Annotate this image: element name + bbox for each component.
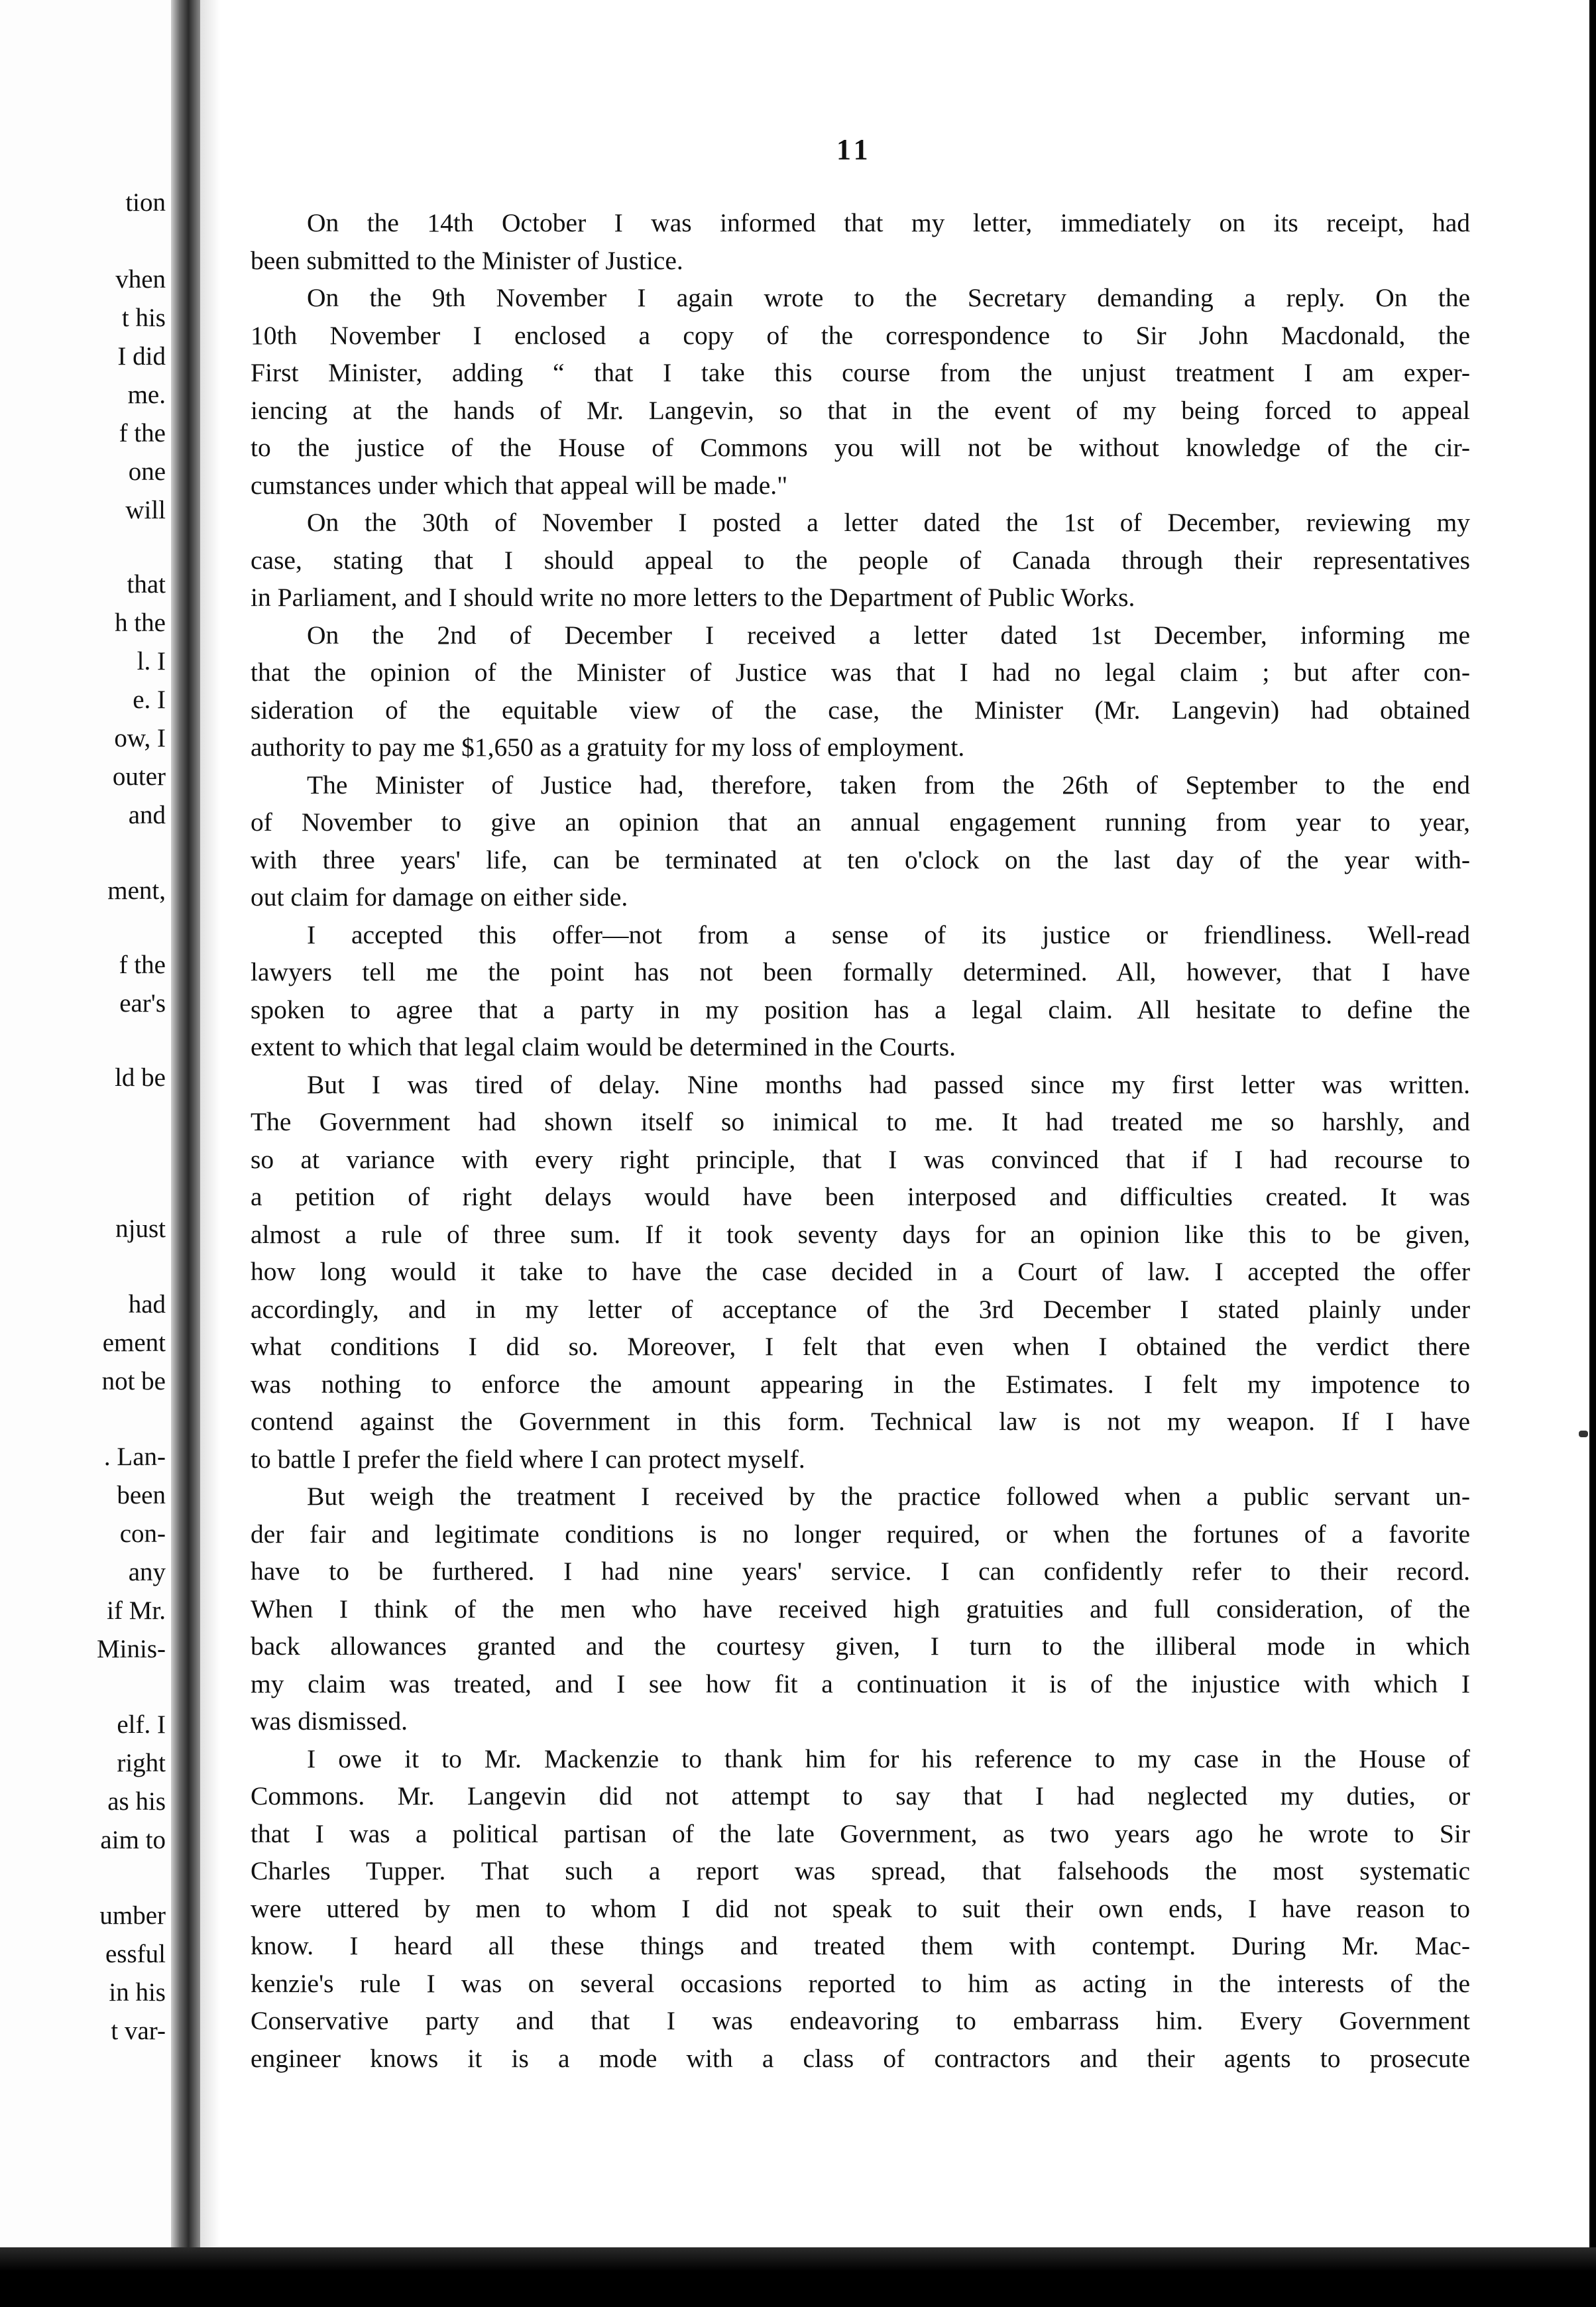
facing-page-line: and xyxy=(128,801,166,829)
text-line: accordingly, and in my letter of acceptance of the 3rd December I stated plainly under xyxy=(251,1294,1470,1324)
text-line: iencing at the hands of Mr. Langevin, so that in the event of my being forced to appeal xyxy=(251,395,1470,425)
facing-page-line: njust xyxy=(115,1214,166,1243)
text-line: to the justice of the House of Commons you will not be without knowledge of the cir- xyxy=(251,433,1470,462)
facing-page-line: e. I xyxy=(133,685,166,714)
text-line: lawyers tell me the point has not been formally determined. All, however, that I have xyxy=(251,957,1470,986)
facing-page-line: con- xyxy=(119,1519,166,1548)
text-line: been submitted to the Minister of Justice. xyxy=(251,245,683,275)
text-line: Conservative party and that I was endeavoring to embarrass him. Every Government xyxy=(251,2006,1470,2035)
text-line: cumstances under which that appeal will be made." xyxy=(251,470,788,500)
facing-page-line: Minis- xyxy=(96,1635,166,1663)
facing-page-line: essful xyxy=(105,1940,166,1968)
text-line: I owe it to Mr. Mackenzie to thank him for his reference to my case in the House of xyxy=(307,1744,1470,1773)
text-line: extent to which that legal claim would be determined in the Courts. xyxy=(251,1032,956,1061)
facing-page-line: f the xyxy=(119,951,166,979)
page-edge-right xyxy=(1589,0,1596,2267)
text-line: Charles Tupper. That such a report was spread, that falsehoods the most systematic xyxy=(251,1856,1470,1885)
facing-page-line: t his xyxy=(121,304,166,332)
facing-page-line: l. I xyxy=(137,647,166,676)
facing-page-line: I did xyxy=(117,342,166,371)
text-line: how long would it take to have the case decided in a Court of law. I accepted the offer xyxy=(251,1257,1470,1286)
text-line: When I think of the men who have received high gratuities and full consideration, of the xyxy=(251,1594,1470,1624)
text-line: in Parliament, and I should write no more letters to the Department of Public Works. xyxy=(251,583,1135,612)
text-line: The Minister of Justice had, therefore, taken from the 26th of September to the end xyxy=(307,770,1470,799)
text-line: that I was a political partisan of the late Government, as two years ago he wrote to Sir xyxy=(251,1818,1470,1848)
margin-mark xyxy=(1579,1431,1588,1437)
text-line: my claim was treated, and I see how fit a continuation it is of the injustice with which I xyxy=(251,1669,1470,1698)
facing-page-fragment xyxy=(0,0,171,2254)
facing-page-line: not be xyxy=(101,1367,166,1395)
text-line: I accepted this offer—not from a sense of its justice or friendliness. Well-read xyxy=(307,919,1470,949)
text-line: The Government had shown itself so inimical to me. It had treated me so harshly, and xyxy=(251,1107,1470,1136)
facing-page-line: vhen xyxy=(115,265,166,294)
text-line: First Minister, adding “ that I take this course from the unjust treatment I am exper- xyxy=(251,358,1470,387)
facing-page-line: as his xyxy=(107,1787,166,1816)
text-line: back allowances granted and the courtesy given, I turn to the illiberal mode in which xyxy=(251,1631,1470,1661)
facing-page-line: me. xyxy=(127,381,166,409)
text-line: On the 30th of November I posted a letter dated the 1st of December, reviewing my xyxy=(307,508,1470,537)
text-line: On the 9th November I again wrote to the Secretary demanding a reply. On the xyxy=(307,283,1470,312)
page-body-text xyxy=(251,204,1470,2077)
text-line: a petition of right delays would have been interposed and difficulties created. It was xyxy=(251,1182,1470,1211)
text-line: der fair and legitimate conditions is no longer required, or when the fortunes of a favorite xyxy=(251,1519,1470,1549)
facing-page-line: any xyxy=(128,1558,166,1586)
page-edge-bottom xyxy=(0,2247,1596,2307)
facing-page-line: t var- xyxy=(111,2017,166,2045)
gutter-shadow xyxy=(200,0,220,2267)
facing-page-line: right xyxy=(117,1749,166,1777)
facing-page-line: umber xyxy=(99,1901,166,1930)
facing-page-line: ld be xyxy=(115,1063,166,1092)
text-line: contend against the Government in this form. Technical law is not my weapon. If I have xyxy=(251,1407,1470,1436)
facing-page-line: ear's xyxy=(119,989,166,1018)
facing-page-line: outer xyxy=(112,762,166,791)
text-line: spoken to agree that a party in my position has a legal claim. All hesitate to define the xyxy=(251,994,1470,1024)
facing-page-line: been xyxy=(117,1481,166,1509)
text-line: that the opinion of the Minister of Justice was that I had no legal claim ; but after con- xyxy=(251,658,1470,687)
text-line: But weigh the treatment I received by the practice followed when a public servant un- xyxy=(307,1482,1470,1511)
facing-page-line: elf. I xyxy=(117,1710,166,1739)
text-line: authority to pay me $1,650 as a gratuity for my loss of employment. xyxy=(251,733,965,762)
facing-page-line: aim to xyxy=(100,1826,166,1854)
text-line: 10th November I enclosed a copy of the correspondence to Sir John Macdonald, the xyxy=(251,320,1470,350)
facing-page-line: ement xyxy=(102,1329,166,1357)
text-line: almost a rule of three sum. If it took seventy days for an opinion like this to be given, xyxy=(251,1219,1470,1249)
text-line: with three years' life, can be terminated at ten o'clock on the last day of the year with- xyxy=(251,845,1470,874)
text-line: what conditions I did so. Moreover, I felt that even when I obtained the verdict there xyxy=(251,1332,1470,1361)
facing-page-line: . Lan- xyxy=(103,1443,166,1471)
facing-page-line: will xyxy=(125,496,166,524)
text-line: of November to give an opinion that an annual engagement running from year to year, xyxy=(251,807,1470,837)
facing-page-line: one xyxy=(128,457,166,486)
facing-page-line: h the xyxy=(115,609,166,637)
text-line: to battle I prefer the field where I can protect myself. xyxy=(251,1444,805,1474)
text-line: out claim for damage on either side. xyxy=(251,882,628,912)
facing-page-line: that xyxy=(127,570,166,599)
text-line: was nothing to enforce the amount appearing in the Estimates. I felt my impotence to xyxy=(251,1369,1470,1399)
text-line: were uttered by men to whom I did not speak to suit their own ends, I have reason to xyxy=(251,1893,1470,1923)
text-line: was dismissed. xyxy=(251,1706,408,1736)
book-gutter xyxy=(171,0,200,2267)
facing-page-line: f the xyxy=(119,419,166,447)
text-line: Commons. Mr. Langevin did not attempt to say that I had neglected my duties, or xyxy=(251,1781,1470,1810)
text-line: case, stating that I should appeal to the people of Canada through their representatives xyxy=(251,545,1470,575)
text-line: sideration of the equitable view of the case, the Minister (Mr. Langevin) had obtained xyxy=(251,695,1470,725)
facing-page-line: in his xyxy=(109,1978,166,2007)
text-line: have to be furthered. I had nine years' service. I can confidently refer to their record. xyxy=(251,1557,1470,1586)
text-line: engineer knows it is a mode with a class of contractors and their agents to prosecute xyxy=(251,2043,1470,2073)
facing-page-line: tion xyxy=(125,188,166,217)
facing-page-line: if Mr. xyxy=(107,1596,166,1625)
facing-page-line: had xyxy=(128,1290,166,1319)
text-line: know. I heard all these things and treated them with contempt. During Mr. Mac- xyxy=(251,1931,1470,1960)
text-line: so at variance with every right principle, that I was convinced that if I had recourse to xyxy=(251,1144,1470,1174)
text-line: On the 2nd of December I received a letter dated 1st December, informing me xyxy=(307,620,1470,650)
facing-page-line: ment, xyxy=(107,876,166,905)
text-line: But I was tired of delay. Nine months had passed since my first letter was written. xyxy=(307,1069,1470,1099)
page-number: 11 xyxy=(836,133,872,166)
text-line: kenzie's rule I was on several occasions reported to him as acting in the interests of the xyxy=(251,1968,1470,1998)
facing-page-line: ow, I xyxy=(114,724,166,752)
text-line: On the 14th October I was informed that my letter, immediately on its receipt, had xyxy=(307,208,1470,237)
